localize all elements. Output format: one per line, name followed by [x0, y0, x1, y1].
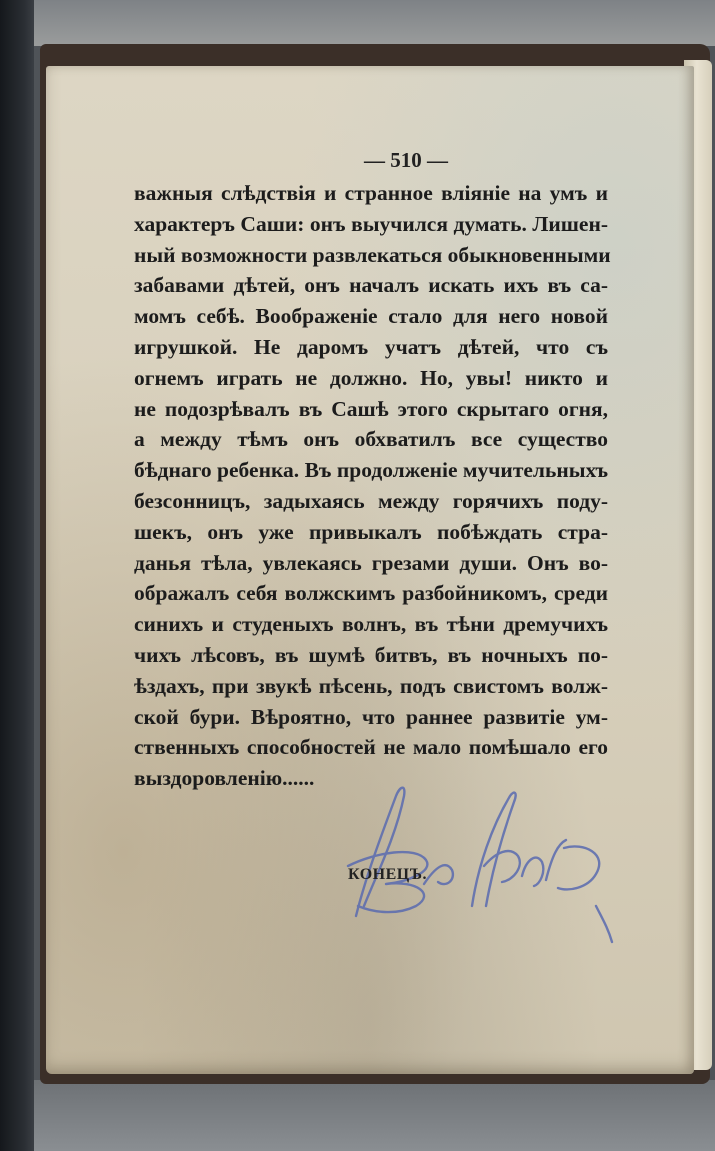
text-line: момъ себѣ. Воображеніе стало для него новой — [134, 304, 608, 329]
scanner-edge-left — [0, 0, 34, 1151]
text-line: забавами дѣтей, онъ началъ искать ихъ въ са- — [134, 273, 608, 298]
text-line: бѣднаго ребенка. Въ продолженіе мучительныхъ — [134, 458, 608, 483]
text-line: безсонницъ, задыхаясь между горячихъ поду- — [134, 488, 608, 513]
text-line: игрушкой. Не даромъ учатъ дѣтей, что съ — [134, 334, 608, 359]
text-line: выздоровленію...... — [134, 766, 315, 791]
text-line: огнемъ играть не должно. Но, увы! никто и — [134, 365, 608, 390]
text-line: синихъ и студеныхъ волнъ, въ тѣни дремучихъ — [134, 612, 608, 637]
text-line: ображалъ себя волжскимъ разбойникомъ, среди — [134, 581, 608, 606]
handwritten-signature — [296, 756, 616, 956]
text-line: данья тѣла, увлекаясь грезами души. Онъ во- — [134, 550, 608, 575]
text-line: чихъ лѣсовъ, въ шумѣ битвъ, въ ночныхъ по- — [134, 642, 608, 667]
text-line: ственныхъ способностей не мало помѣшало его — [134, 735, 608, 760]
end-mark: КОНЕЦЪ. — [348, 866, 427, 883]
body-text — [134, 178, 611, 794]
text-line: а между тѣмъ онъ обхватилъ все существо — [134, 427, 608, 452]
book-page — [46, 66, 694, 1074]
text-line: шекъ, онъ уже привыкалъ побѣждать стра- — [134, 519, 608, 544]
scanner-background-bottom — [34, 1080, 715, 1151]
scanner-background-top — [34, 0, 715, 46]
text-line: ѣздахъ, при звукѣ пѣсень, подъ свистомъ волж- — [134, 673, 608, 698]
text-line: важныя слѣдствія и странное вліяніе на умъ и — [134, 181, 608, 205]
text-line: характеръ Саши: онъ выучился думать. Лишен- — [134, 211, 608, 236]
text-line: ный возможности развлекаться обыкновенными — [134, 242, 611, 267]
text-line: ской бури. Вѣроятно, что раннее развитіе ум- — [134, 704, 608, 729]
page-number: — 510 — — [364, 148, 448, 172]
text-line: не подозрѣвалъ въ Сашѣ этого скрытаго огня, — [134, 396, 608, 421]
